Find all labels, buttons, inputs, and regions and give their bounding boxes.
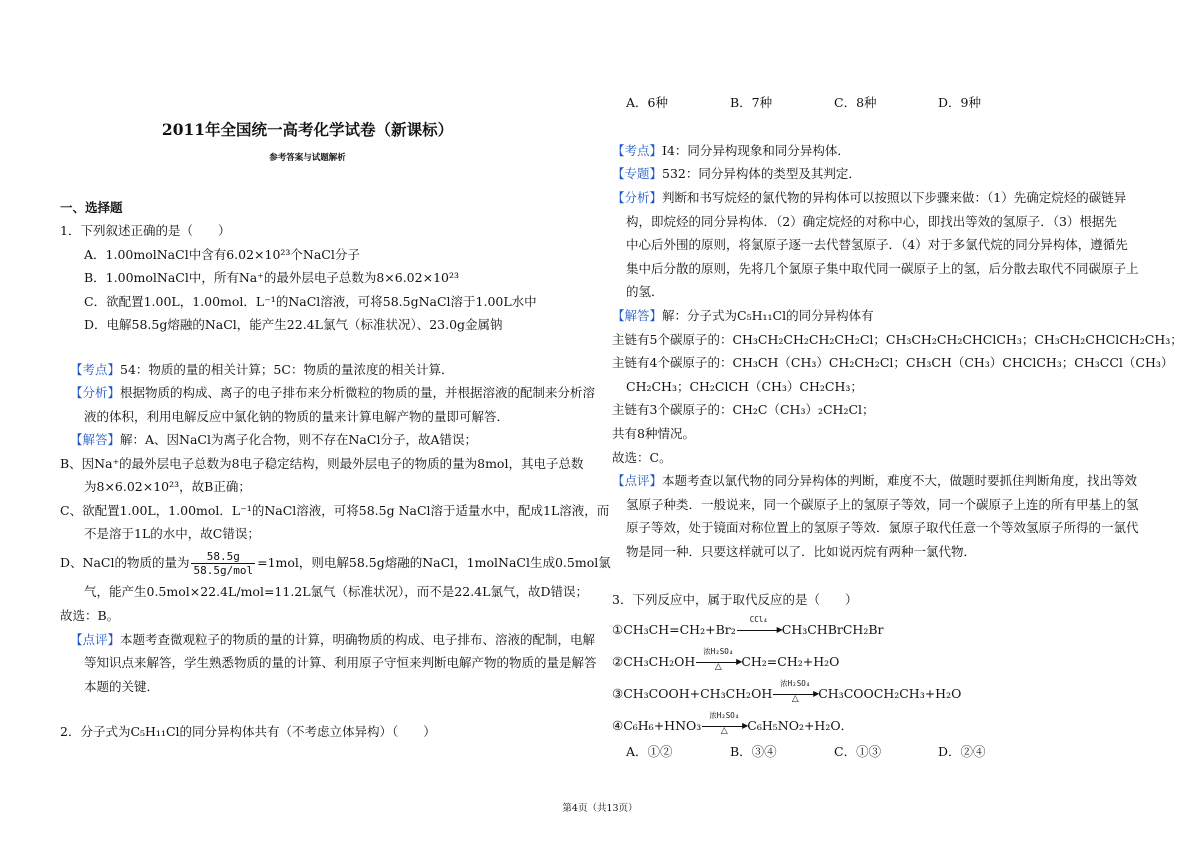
q1-kaodian <box>70 358 453 381</box>
q1-fenxi-tag: 【分析】 <box>70 385 121 400</box>
q2-dianping-text-2: 氢原子种类．一般说来，同一个碳原子上的氢原子等效，同一个碳原子上连的所有甲基上的氢 <box>626 497 1139 512</box>
reaction-2-products: CH₂=CH₂+H₂O <box>741 654 840 669</box>
q3-option-c: C．①③ <box>834 744 882 759</box>
q2-kaodian-tag: 【考点】 <box>612 143 663 158</box>
q2-kaodian-text: I4：同分异构现象和同分异构体． <box>662 143 850 158</box>
q2-chain5: 主链有5个碳原子的：CH₃CH₂CH₂CH₂CH₂Cl；CH₃CH₂CH₂CHClCH₃；CH₃CH₂CHClCH₂CH₃； <box>612 332 1183 347</box>
q1-option-d: D．电解58.5g熔融的NaCl，能产生22.4L氯气（标准状况）、23.0g金属钠 <box>84 317 503 332</box>
reaction-arrow-2 <box>696 646 743 672</box>
q2-chain3: 主链有3个碳原子的：CH₂C（CH₃）₂CH₂Cl； <box>612 402 875 417</box>
q2-dianping-text-1: 本题考查以氯代物的同分异构体的判断，难度不大，做题时要抓住判断角度，找出等效 <box>662 473 1138 488</box>
section-heading: 一、选择题 <box>60 200 123 215</box>
reaction-4-heat: △ <box>720 725 728 736</box>
fraction-denominator: 58.5g/mol <box>193 564 254 577</box>
q2-jieda-text: 解：分子式为C₅H₁₁Cl的同分异构体有 <box>662 308 874 323</box>
q2-zhuanti <box>612 162 861 185</box>
q2-fenxi-text-5: 的氢． <box>626 284 664 299</box>
q1-b-explain-2: 为8×6.02×10²³，故B正确； <box>84 479 251 494</box>
q2-zhuanti-tag: 【专题】 <box>612 166 663 181</box>
q3-option-b: B．③④ <box>730 744 777 759</box>
reaction-arrow-3 <box>773 678 820 704</box>
page-subtitle: 参考答案与试题解析 <box>269 153 346 163</box>
q3-option-a: A．①② <box>626 744 673 759</box>
q1-c-explain-2: 不是溶于1L的水中，故C错误； <box>84 526 260 541</box>
arrow-head-icon: ▶ <box>813 688 820 698</box>
reaction-1-reactants: ①CH₃CH=CH₂+Br₂ <box>612 622 736 637</box>
q2-dianping-text-3: 原子等效，处于镜面对称位置上的氢原子等效．氯原子取代任意一个等效氢原子所得的一氯代 <box>626 520 1139 535</box>
q2-dianping-tag: 【点评】 <box>612 473 663 488</box>
q1-jieda <box>70 428 477 451</box>
q3-options <box>626 740 1042 763</box>
q2-dianping <box>612 469 1137 492</box>
reaction-3-heat: △ <box>791 693 799 704</box>
q2-total: 共有8种情况。 <box>612 426 695 441</box>
reaction-3-products: CH₃COOCH₂CH₃+H₂O <box>818 686 962 701</box>
q2-fenxi-text-4: 集中后分散的原则，先将几个氯原子集中取代同一碳原子上的氢，后分散去取代不同碳原子上 <box>626 261 1139 276</box>
q1-c-explain-1: C、欲配置1.00L，1.00mol．L⁻¹的NaCl溶液，可将58.5g NaCl溶于适量水中，配成1L溶液，而 <box>60 503 610 518</box>
q2-option-c: C．8种 <box>834 95 877 110</box>
q3-stem: 3．下列反应中，属于取代反应的是（ ） <box>612 592 858 607</box>
q2-choose: 故选：C。 <box>612 450 672 465</box>
q2-chain4-cont: CH₂CH₃；CH₂ClCH（CH₃）CH₂CH₃； <box>626 379 863 394</box>
q2-fenxi <box>612 186 1126 209</box>
reaction-2-reactants: ②CH₃CH₂OH <box>612 654 696 669</box>
reaction-arrow-1 <box>737 614 783 637</box>
q1-option-c: C．欲配置1.00L，1.00mol．L⁻¹的NaCl溶液，可将58.5gNaCl溶于1.00L水中 <box>84 294 537 309</box>
fraction-numerator: 58.5g <box>191 550 255 564</box>
q1-dianping-tag: 【点评】 <box>70 632 121 647</box>
reaction-3-condition: 浓H₂SO₄ <box>780 678 811 688</box>
q2-option-b: B．7种 <box>730 95 773 110</box>
q1-dianping-text-1: 本题考查微观粒子的物质的量的计算，明确物质的构成、电子排布、溶液的配制，电解 <box>120 632 596 647</box>
q2-stem: 2．分子式为C₅H₁₁Cl的同分异构体共有（不考虑立体异构）（ ） <box>60 724 436 739</box>
reaction-arrow-4 <box>702 710 749 736</box>
q1-choose: 故选：B。 <box>60 608 120 623</box>
q2-chain4: 主链有4个碳原子的：CH₃CH（CH₃）CH₂CH₂Cl；CH₃CH（CH₃）CHClCH₃；CH₃CCl（CH₃） <box>612 355 1174 370</box>
q1-b-explain-1: B、因Na⁺的最外层电子总数为8电子稳定结构，则最外层电子的物质的量为8mol，其电子总数 <box>60 456 584 471</box>
q1-d-explain-post: =1mol，则电解58.5g熔融的NaCl，1molNaCl生成0.5mol氯 <box>257 555 611 570</box>
q1-dianping-text-3: 本题的关键． <box>84 679 160 694</box>
arrow-head-icon: ▶ <box>742 720 749 730</box>
q2-option-a: A．6种 <box>626 95 668 110</box>
q1-jieda-tag: 【解答】 <box>70 432 121 447</box>
page-footer: 第4页（共13页） <box>562 803 638 814</box>
q2-fenxi-text-2: 构，即烷烃的同分异构体．（2）确定烷烃的对称中心，即找出等效的氢原子．（3）根据先 <box>626 214 1117 229</box>
q2-fenxi-text-1: 判断和书写烷烃的氯代物的异构体可以按照以下步骤来做：（1）先确定烷烃的碳链异 <box>662 190 1127 205</box>
page-title: 2011年全国统一高考化学试卷（新课标） <box>161 120 454 139</box>
q3-reaction-3 <box>612 678 962 705</box>
q1-d-explain-1 <box>60 550 611 577</box>
q1-option-a: A．1.00molNaCl中含有6.02×10²³个NaCl分子 <box>84 247 360 262</box>
reaction-3-reactants: ③CH₃COOH+CH₃CH₂OH <box>612 686 773 701</box>
q1-dianping-text-2: 等知识点来解答，学生熟悉物质的量的计算、利用原子守恒来判断电解产物的物质的量是解答 <box>84 655 597 670</box>
q2-options <box>626 91 1042 114</box>
q1-stem: 1．下列叙述正确的是（ ） <box>60 223 231 238</box>
q1-fenxi-text-2: 液的体积，利用电解反应中氯化钠的物质的量来计算电解产物的量即可解答． <box>84 409 510 424</box>
arrow-head-icon: ▶ <box>736 656 743 666</box>
q1-option-b: B．1.00molNaCl中，所有Na⁺的最外层电子总数为8×6.02×10²³ <box>84 270 459 285</box>
q2-zhuanti-text: 532：同分异构体的类型及其判定． <box>662 166 861 181</box>
q1-kaodian-text: 54：物质的量的相关计算；5C：物质的量浓度的相关计算． <box>120 362 454 377</box>
arrow-head-icon: ▶ <box>776 624 783 634</box>
reaction-4-condition: 浓H₂SO₄ <box>709 710 740 720</box>
q2-kaodian <box>612 139 850 162</box>
q3-reaction-4 <box>612 710 854 737</box>
q1-dianping <box>70 628 595 651</box>
q2-jieda <box>612 304 874 327</box>
q2-fenxi-text-3: 中心后外围的原则，将氯原子逐一去代替氢原子．（4）对于多氯代烷的同分异构体，遵循先 <box>626 237 1128 252</box>
q1-d-explain-pre: D、NaCl的物质的量为 <box>60 555 190 570</box>
reaction-1-condition: CCl₄ <box>749 614 768 624</box>
reaction-2-condition: 浓H₂SO₄ <box>703 646 734 656</box>
q1-jieda-text: 解：A、因NaCl为离子化合物，则不存在NaCl分子，故A错误； <box>120 432 477 447</box>
q2-dianping-text-4: 物是同一种．只要这样就可以了．比如说丙烷有两种一氯代物． <box>626 544 977 559</box>
q2-jieda-tag: 【解答】 <box>612 308 663 323</box>
q1-fenxi-text-1: 根据物质的构成、离子的电子排布来分析微粒的物质的量，并根据溶液的配制来分析溶 <box>120 385 596 400</box>
q3-option-d: D．②④ <box>938 744 986 759</box>
reaction-2-heat: △ <box>714 661 722 672</box>
reaction-4-products: C₆H₅NO₂+H₂O． <box>747 718 854 733</box>
q3-reaction-2 <box>612 646 840 673</box>
molar-fraction <box>191 550 255 577</box>
q2-fenxi-tag: 【分析】 <box>612 190 663 205</box>
q3-reaction-1 <box>612 614 884 641</box>
q1-d-explain-2: 气，能产生0.5mol×22.4L/mol=11.2L氯气（标准状况），而不是22.4L氯气，故D错误； <box>84 584 588 599</box>
q1-kaodian-tag: 【考点】 <box>70 362 121 377</box>
reaction-1-products: CH₃CHBrCH₂Br <box>781 622 884 637</box>
reaction-4-reactants: ④C₆H₆+HNO₃ <box>612 718 702 733</box>
q1-fenxi <box>70 381 595 404</box>
q2-option-d: D．9种 <box>938 95 981 110</box>
